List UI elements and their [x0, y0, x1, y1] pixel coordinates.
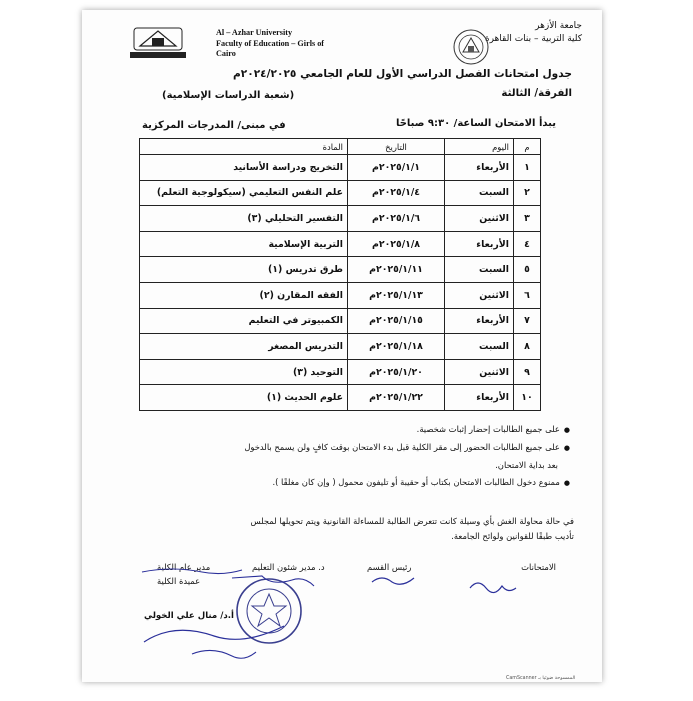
row-number: ٢	[514, 180, 541, 206]
row-day: الأربعاء	[445, 385, 514, 411]
exam-schedule-table	[139, 138, 541, 411]
table-row	[140, 359, 541, 385]
row-subject: علم النفس التعليمي (سيكولوجية التعلم)	[140, 180, 348, 206]
note-arrive-early: ● على جميع الطالبات الحضور إلى مقر الكلية قبل بدء الامتحان بوقت كافٍ ولن يسمح بالدخول	[130, 439, 570, 457]
row-day: الاثنين	[445, 206, 514, 232]
handwritten-signatures	[82, 550, 602, 670]
grade-label: الفرقة/ الثالثة	[501, 88, 572, 99]
scanner-watermark: الممسوحة ضوئيا بـ CamScanner	[506, 676, 576, 681]
cheating-warning	[124, 514, 574, 544]
header-date: التاريخ	[348, 139, 445, 155]
row-date: ٢٠٢٥/١/٤م	[348, 180, 445, 206]
row-number: ٥	[514, 257, 541, 283]
table-header-row	[140, 139, 541, 155]
row-subject: علوم الحديث (١)	[140, 385, 348, 411]
table-row	[140, 180, 541, 206]
exam-notes	[130, 421, 570, 492]
row-day: السبت	[445, 180, 514, 206]
table-row	[140, 257, 541, 283]
row-day: الأربعاء	[445, 308, 514, 334]
row-subject: طرق تدريس (١)	[140, 257, 348, 283]
exam-location: في مبنى/ المدرجات المركزية	[142, 120, 286, 131]
row-day: الأربعاء	[445, 231, 514, 257]
row-day: الاثنين	[445, 282, 514, 308]
row-subject: التربية الإسلامية	[140, 231, 348, 257]
table-row	[140, 231, 541, 257]
row-day: السبت	[445, 257, 514, 283]
row-day: الأربعاء	[445, 155, 514, 181]
row-date: ٢٠٢٥/١/١م	[348, 155, 445, 181]
row-date: ٢٠٢٥/١/١٣م	[348, 282, 445, 308]
arabic-university-name: جامعة الأزهر	[535, 21, 582, 31]
english-faculty-city: Cairo	[216, 49, 236, 58]
english-university-name: Al – Azhar University	[216, 28, 293, 37]
table-row	[140, 308, 541, 334]
row-date: ٢٠٢٥/١/١٥م	[348, 308, 445, 334]
row-subject: التدريس المصغر	[140, 334, 348, 360]
row-date: ٢٠٢٥/١/١٨م	[348, 334, 445, 360]
row-day: السبت	[445, 334, 514, 360]
row-date: ٢٠٢٥/١/٢٠م	[348, 359, 445, 385]
signature-education-director: د. مدير شئون التعليم	[252, 562, 325, 572]
signature-general-director: مدير عام الكلية	[157, 562, 211, 572]
note-id-required: ● على جميع الطالبات إحضار إثبات شخصية.	[130, 421, 570, 439]
row-date: ٢٠٢٥/١/٢٢م	[348, 385, 445, 411]
document-page	[82, 10, 602, 682]
schedule-title: جدول امتحانات الفصل الدراسي الأول للعام الجامعي ٢٠٢٤/٢٠٢٥م	[233, 68, 572, 80]
row-number: ٨	[514, 334, 541, 360]
dean-name: أ.د/ منال علي الخولي	[144, 611, 234, 621]
row-number: ١٠	[514, 385, 541, 411]
table-row	[140, 155, 541, 181]
cheating-warning-line1: في حالة محاولة الغش بأي وسيلة كانت تتعرض الطالبة للمساءلة القانونية ويتم تحويلها لمجلس	[250, 516, 574, 526]
row-day: الاثنين	[445, 359, 514, 385]
row-number: ٤	[514, 231, 541, 257]
university-logo	[452, 28, 490, 66]
row-date: ٢٠٢٥/١/٦م	[348, 206, 445, 232]
row-date: ٢٠٢٥/١/١١م	[348, 257, 445, 283]
signature-dept-head: رئيس القسم	[367, 562, 412, 572]
header-day: اليوم	[445, 139, 514, 155]
row-subject: الفقه المقارن (٢)	[140, 282, 348, 308]
row-subject: التوحيد (٣)	[140, 359, 348, 385]
table-row	[140, 334, 541, 360]
cheating-warning-line2: تأديب طبقًا للقوانين ولوائح الجامعة.	[451, 531, 574, 541]
header-number: م	[514, 139, 541, 155]
english-faculty-name: Faculty of Education – Girls of	[216, 38, 325, 48]
row-number: ١	[514, 155, 541, 181]
table-row	[140, 282, 541, 308]
exam-start-time: يبدأ الامتحان الساعة/ ٩:٣٠ صباحًا	[395, 118, 556, 129]
row-number: ٦	[514, 282, 541, 308]
note-arrive-early-cont: بعد بداية الامتحان.	[495, 460, 558, 470]
row-subject: التخريج ودراسة الأسانيد	[140, 155, 348, 181]
table-row	[140, 385, 541, 411]
arabic-faculty-name: كلية التربية – بنات القاهرة	[484, 34, 582, 44]
row-number: ٧	[514, 308, 541, 334]
faculty-logo	[128, 26, 188, 60]
arabic-header	[485, 20, 582, 46]
header-subject: المادة	[140, 139, 348, 155]
table-row	[140, 206, 541, 232]
signature-dean: عميدة الكلية	[157, 576, 201, 586]
signature-exams: الامتحانات	[521, 562, 556, 572]
note-prohibited-items: ● ممنوع دخول الطالبات الامتحان بكتاب أو حقيبة أو تليفون محمول ( وإن كان مغلقًا ).	[130, 474, 570, 492]
row-date: ٢٠٢٥/١/٨م	[348, 231, 445, 257]
branch-label: (شعبة الدراسات الإسلامية)	[162, 90, 295, 101]
row-subject: الكمبيوتر في التعليم	[140, 308, 348, 334]
row-subject: التفسير التحليلي (٣)	[140, 206, 348, 232]
row-number: ٩	[514, 359, 541, 385]
english-header	[216, 28, 324, 60]
row-number: ٣	[514, 206, 541, 232]
